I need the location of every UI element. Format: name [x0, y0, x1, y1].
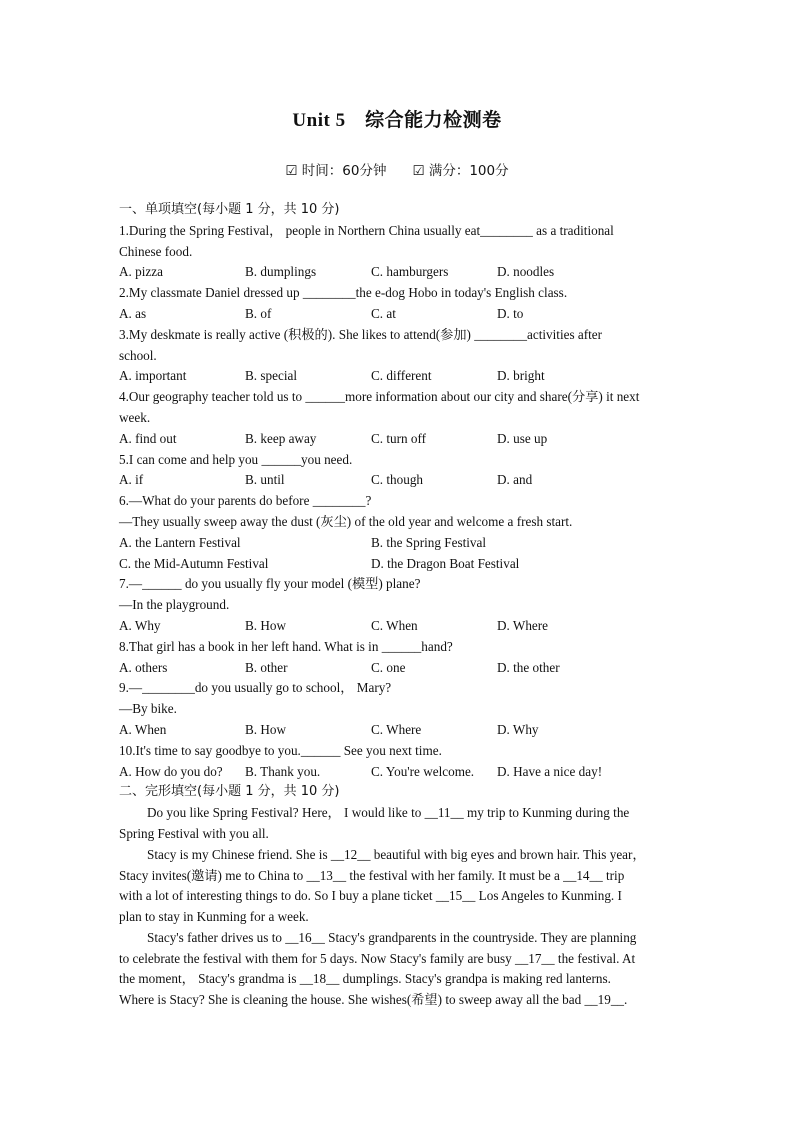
- option: B. keep away: [245, 430, 317, 446]
- question-stem: 2.My classmate Daniel dressed up ________the e-dog Hobo in today's English class.: [119, 285, 568, 301]
- question-options: [119, 533, 679, 554]
- option: D. the other: [497, 659, 560, 675]
- option: B. How: [245, 721, 287, 737]
- section-heading: 二、完形填空(每小题 1 分，共 10 分): [119, 784, 340, 800]
- option: D. to: [497, 305, 524, 321]
- question-options: [119, 366, 679, 387]
- question-options: [119, 658, 679, 679]
- passage-line: plan to stay in Kunming for a week.: [119, 909, 309, 925]
- question-options: [119, 470, 679, 491]
- question-options: [119, 262, 679, 283]
- option: D. Have a nice day!: [497, 763, 603, 779]
- full-score: ☑ 满分：100分: [412, 163, 509, 179]
- option: A. as: [119, 305, 147, 321]
- option: A. important: [119, 368, 187, 384]
- question-stem: —They usually sweep away the dust (灰尘) of the old year and welcome a fresh start.: [119, 513, 573, 529]
- question-options: [119, 720, 679, 741]
- exam-content: [119, 200, 679, 1011]
- question-stem: 6.—What do your parents do before ________?: [119, 493, 372, 509]
- question-stem: 4.Our geography teacher told us to ______more information about our city and share(分享) it next: [119, 389, 640, 405]
- option: A. if: [119, 472, 144, 488]
- passage-line: Do you like Spring Festival? Here， I would like to __11__ my trip to Kunming during the: [147, 805, 630, 821]
- option: B. until: [245, 472, 285, 488]
- exam-meta: [0, 159, 794, 179]
- option: C. When: [371, 617, 418, 633]
- option: C. one: [371, 659, 406, 675]
- option: D. Why: [497, 721, 539, 737]
- option: A. find out: [119, 430, 177, 446]
- option: B. dumplings: [245, 264, 317, 280]
- option: D. the Dragon Boat Festival: [371, 555, 520, 571]
- passage-line: Spring Festival with you all.: [119, 825, 269, 841]
- passage-line: the moment， Stacy's grandma is __18__ dumplings. Stacy's grandpa is making red lanterns.: [119, 971, 611, 987]
- question-stem: 9.—________do you usually go to school， Mary?: [119, 680, 392, 696]
- question-stem: 8.That girl has a book in her left hand. What is in ______hand?: [119, 638, 453, 654]
- option: C. though: [371, 472, 424, 488]
- question-stem: week.: [119, 409, 151, 425]
- passage-line: with a lot of interesting things to do. So I buy a plane ticket __15__ Los Angeles to Kunming. I: [119, 888, 622, 904]
- option: C. the Mid-Autumn Festival: [119, 555, 269, 571]
- question-stem: Chinese food.: [119, 243, 193, 259]
- option: D. use up: [497, 430, 548, 446]
- question-stem: 7.—______ do you usually fly your model (模型) plane?: [119, 576, 421, 592]
- question-options: [119, 429, 679, 450]
- time-limit: ☑ 时间：60分钟: [285, 163, 387, 179]
- question-stem: —In the playground.: [119, 597, 230, 613]
- option: B. of: [245, 305, 272, 321]
- option: A. pizza: [119, 264, 163, 280]
- option: A. When: [119, 721, 167, 737]
- passage-line: Stacy's father drives us to __16__ Stacy's grandparents in the countryside. They are planning: [147, 929, 637, 945]
- option: D. noodles: [497, 264, 555, 280]
- page-title: Unit 5 综合能力检测卷: [292, 110, 502, 131]
- option: A. Why: [119, 617, 161, 633]
- question-stem: 10.It's time to say goodbye to you.______ See you next time.: [119, 742, 442, 758]
- question-stem: 3.My deskmate is really active (积极的). She likes to attend(参加) ________activities after: [119, 326, 603, 342]
- passage-line: to celebrate the festival with them for 5 days. Now Stacy's family are busy __17__ the festival. At: [119, 950, 636, 966]
- option: C. Where: [371, 721, 422, 737]
- option: B. How: [245, 617, 287, 633]
- option: D. and: [497, 472, 533, 488]
- passage-line: Stacy invites(邀请) me to China to __13__ the festival with her family. It must be a __14__ trip: [119, 867, 625, 883]
- question-stem: school.: [119, 347, 157, 363]
- option: C. different: [371, 368, 432, 384]
- passage-line: Where is Stacy? She is cleaning the house. She wishes(希望) to sweep away all the bad __19__.: [119, 992, 628, 1008]
- question-stem: 5.I can come and help you ______you need.: [119, 451, 353, 467]
- option: D. bright: [497, 368, 545, 384]
- question-stem: 1.During the Spring Festival， people in Northern China usually eat________ as a traditional: [119, 222, 614, 238]
- option: B. Thank you.: [245, 763, 321, 779]
- question-options: [119, 554, 679, 575]
- option: B. other: [245, 659, 288, 675]
- option: A. How do you do?: [119, 763, 223, 779]
- option: B. special: [245, 368, 298, 384]
- question-options: [119, 762, 679, 783]
- option: A. the Lantern Festival: [119, 534, 241, 550]
- option: A. others: [119, 659, 168, 675]
- option: C. turn off: [371, 430, 427, 446]
- option: C. at: [371, 305, 396, 321]
- option: C. You're welcome.: [371, 763, 475, 779]
- passage-line: Stacy is my Chinese friend. She is __12__ beautiful with big eyes and brown hair. This year，: [147, 846, 646, 862]
- question-stem: —By bike.: [119, 701, 177, 717]
- section-heading: 一、单项填空(每小题 1 分，共 10 分): [119, 202, 340, 217]
- question-options: [119, 304, 679, 325]
- option: D. Where: [497, 617, 549, 633]
- question-options: [119, 616, 679, 637]
- option: C. hamburgers: [371, 264, 449, 280]
- option: B. the Spring Festival: [371, 534, 487, 550]
